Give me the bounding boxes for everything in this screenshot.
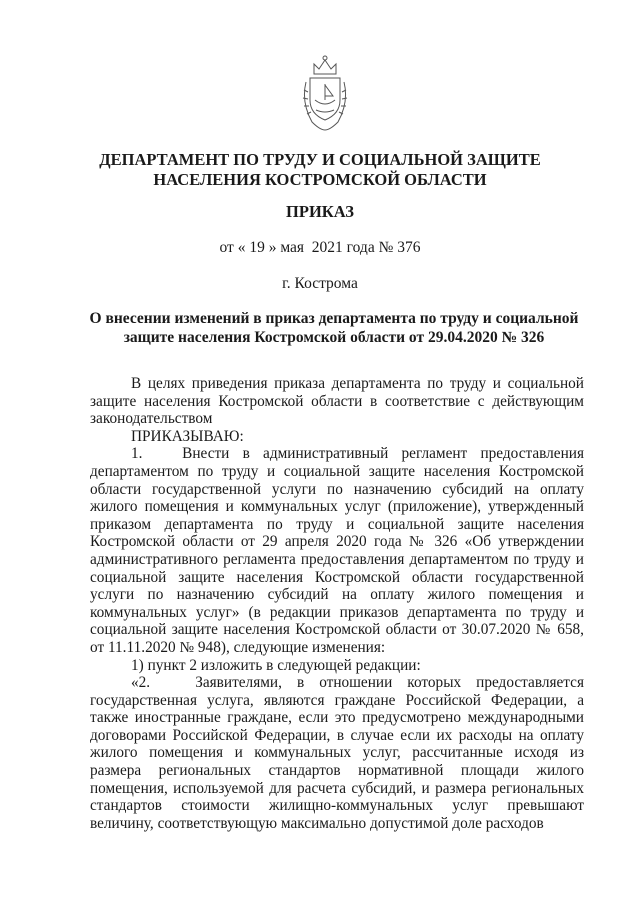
- order-body: [90, 375, 588, 832]
- quoted-paragraph: «2. Заявителями, в отношении которых предоставляется государственная услуга, являются граждане Российской Федерации, а также иностранные граждане, если это предусмотрено международными договорами Российской Федерации, в случае если их расходы на оплату жилого помещения и коммунальных услуг, рассчитанные исходя из размера региональных стандартов нормативной площади жилого помещения, используемой для расчета субсидий, и размера региональных стандартов стоимости жилищно-коммунальных услуг превышают величину, соответствующую максимально допустимой доле расходов: [90, 674, 588, 832]
- order-subject-line2: защите населения Костромской области от 29.04.2020 № 326: [123, 329, 545, 346]
- preamble-paragraph: В целях приведения приказа департамента по труду и социальной защите населения Костромской области в соответствие с действующим законодательством: [90, 375, 584, 428]
- subitem-1-paragraph: 1) пункт 2 изложить в следующей редакции:: [131, 656, 421, 674]
- coat-of-arms-emblem: [298, 52, 352, 134]
- document-type: ПРИКАЗ: [286, 202, 354, 221]
- order-subject: [84, 309, 584, 347]
- department-title: [60, 150, 580, 190]
- order-city: г. Кострома: [282, 275, 358, 292]
- order-word: ПРИКАЗЫВАЮ:: [131, 427, 244, 445]
- department-title-line2: НАСЕЛЕНИЯ КОСТРОМСКОЙ ОБЛАСТИ: [153, 170, 487, 189]
- order-subject-line1: О внесении изменений в приказ департамента по труду и социальной: [89, 310, 579, 327]
- department-title-line1: ДЕПАРТАМЕНТ ПО ТРУДУ И СОЦИАЛЬНОЙ ЗАЩИТЕ: [99, 150, 541, 169]
- order-date: от « 19 » мая 2021 года № 376: [219, 239, 421, 256]
- item-1-paragraph: 1. Внести в административный регламент предоставления департаментом по труду и социальной защите населения Костромской области государственной услуги по назначению субсидий на оплату жилого помещения и коммунальных услуг (приложение), утвержденный приказом департамента по труду и социальной защите населения Костромской области от 29 апреля 2020 года № 326 «Об утверждении административного регламента предоставления департаментом по труду и социальной защите населения Костромской области государственной услуги по назначению субсидий на оплату жилого помещения и коммунальных услуг» (в редакции приказов департамента по труду и социальной защите населения Костромской области от 30.07.2020 № 658, от 11.11.2020 № 948), следующие изменения:: [90, 445, 588, 656]
